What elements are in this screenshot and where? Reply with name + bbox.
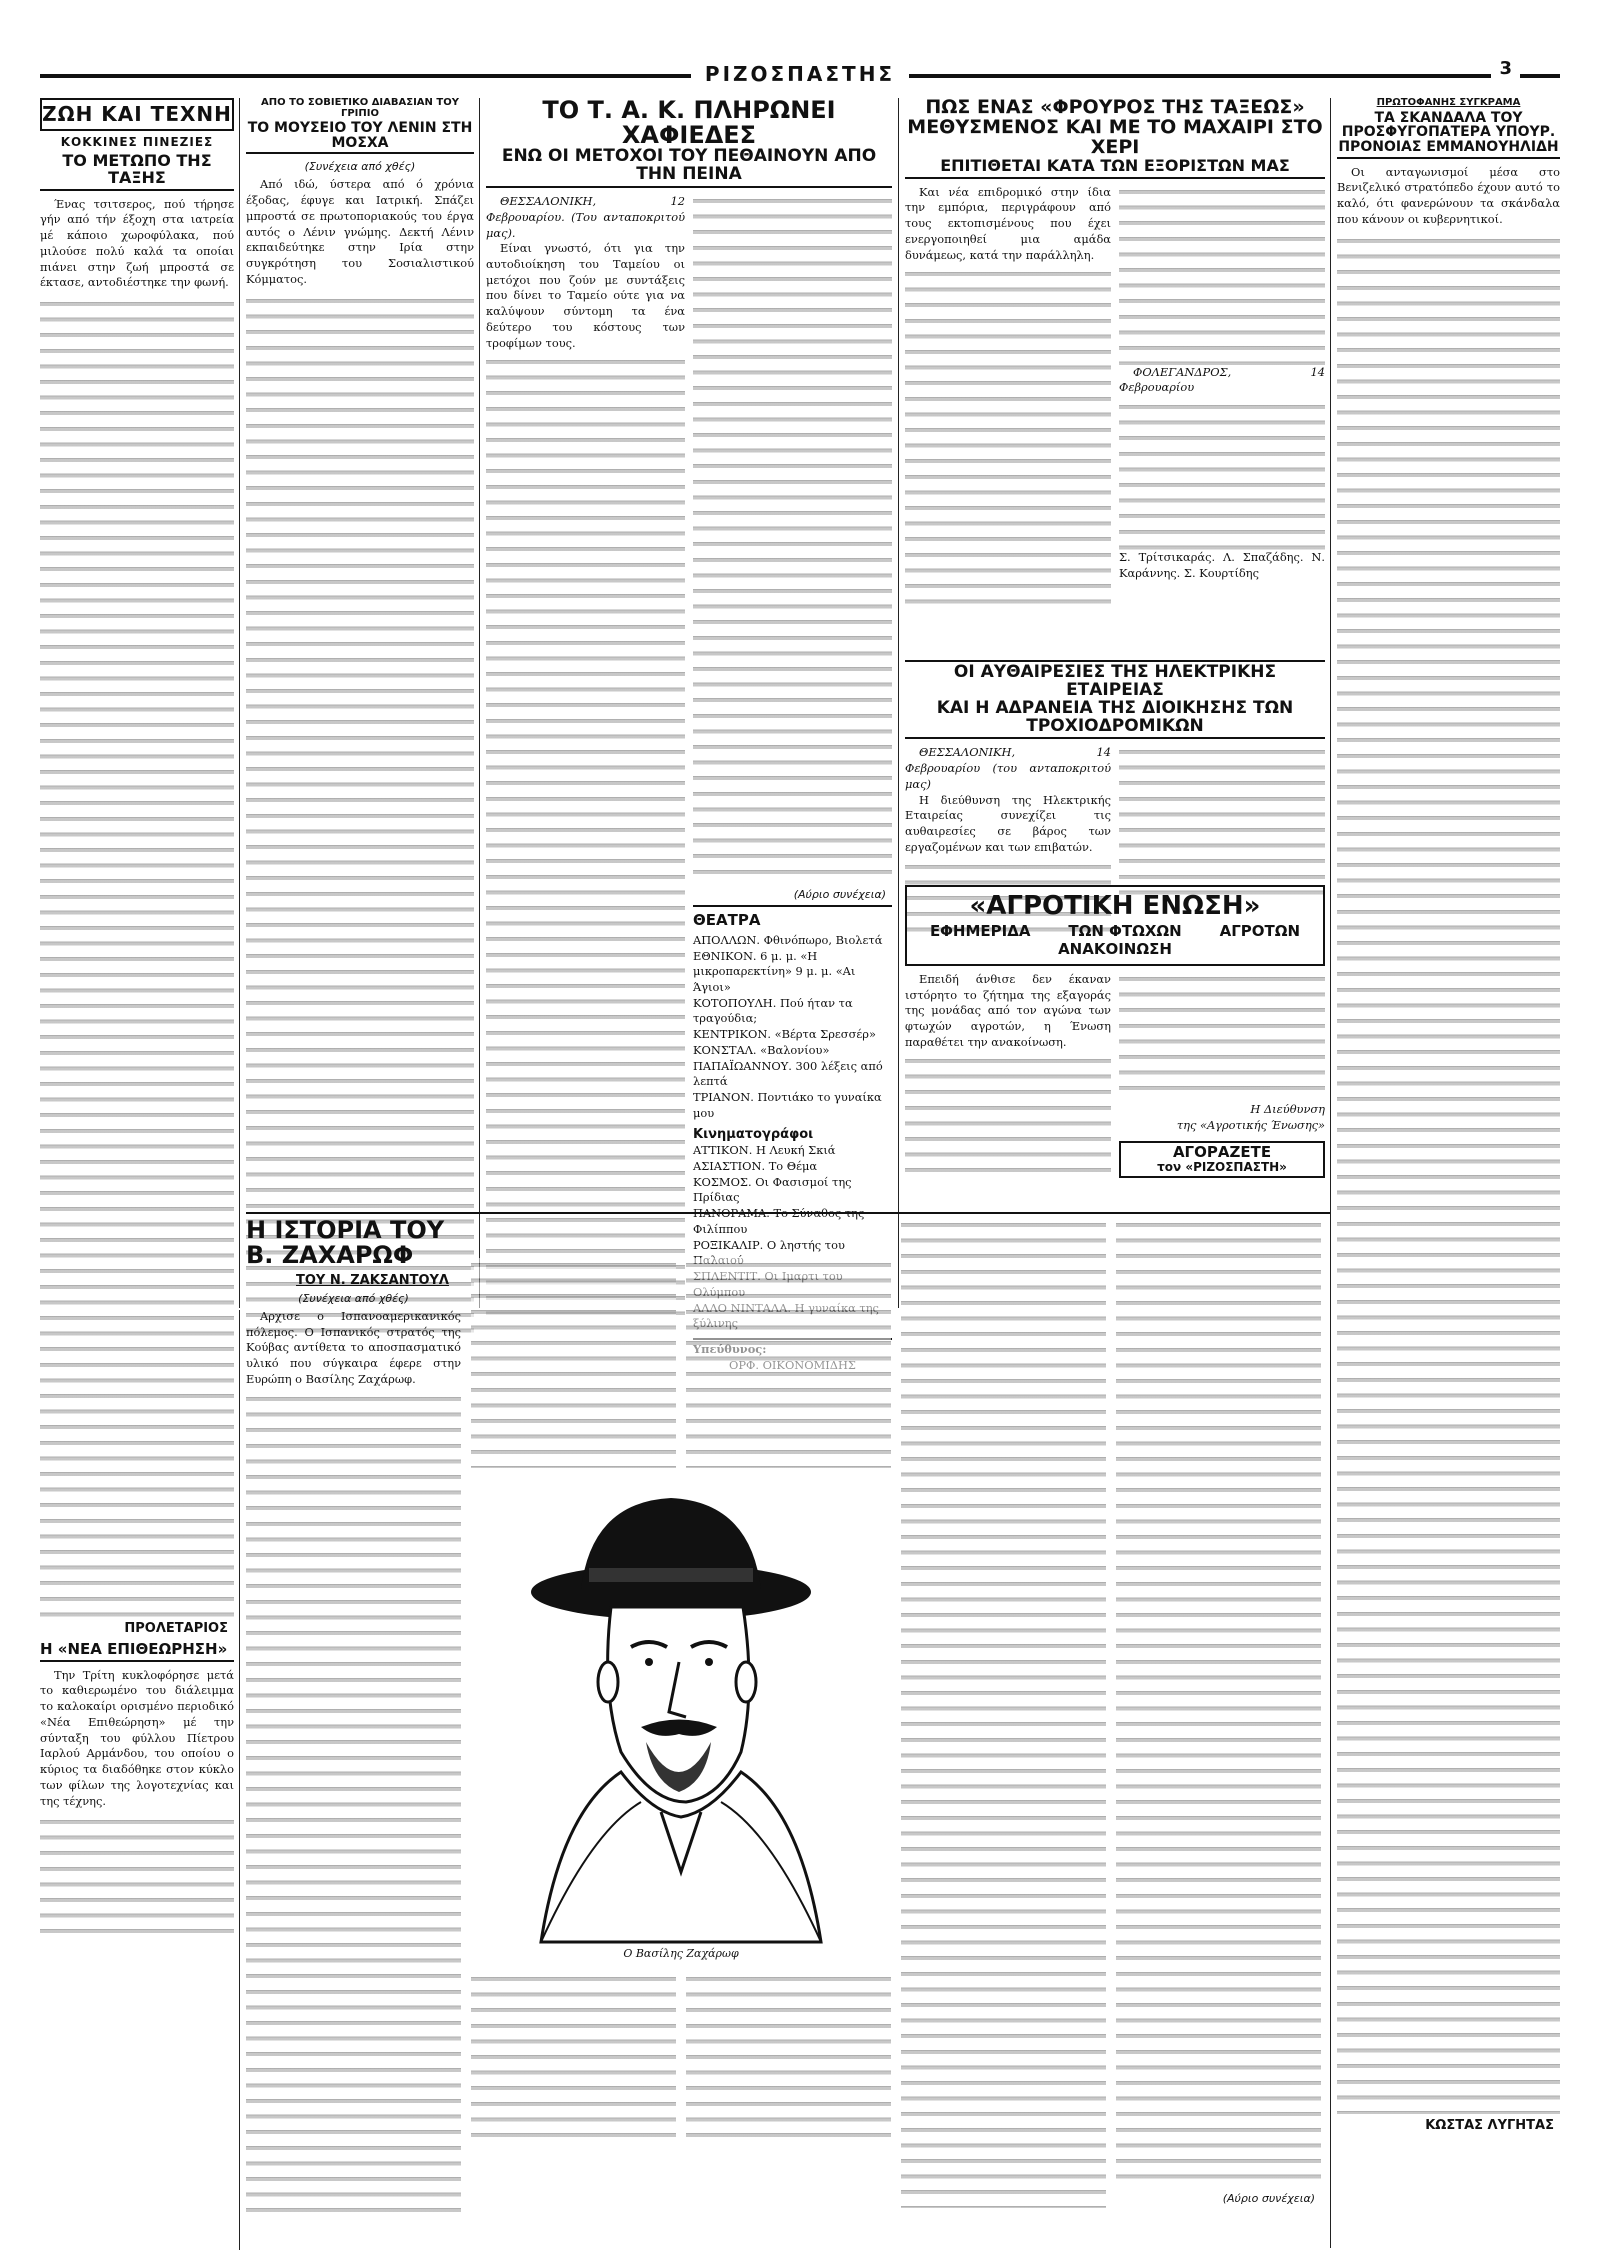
section-title: ΖΩΗ ΚΑΙ ΤΕΧΝΗ bbox=[42, 102, 232, 126]
theatre-entry: ΚΟΝΣΤΑΛ. «Βαλονίου» bbox=[693, 1042, 830, 1057]
theatre-entry: ΚΟΤΟΠΟΥΛΗ. Πού ήταν τα τραγούδια; bbox=[693, 995, 853, 1026]
article-signatories: Σ. Τρίτσικαράς. Λ. Σπαζάδης. Ν. Καράννης. Σ. Κουρτίδης bbox=[1119, 550, 1325, 580]
article-kicker: ΠΡΩΤΟΦΑΝΗΣ ΣΥΓΚΡΑΜΑ bbox=[1376, 97, 1521, 108]
zaharof-body-text bbox=[471, 1258, 676, 1468]
second-article-body bbox=[40, 1815, 234, 1935]
portrait-drawing bbox=[471, 1472, 891, 1942]
article-continuation: (Αύριο συνέχεια) bbox=[793, 888, 886, 902]
column-rule bbox=[479, 98, 480, 1308]
continuation-note: (Συνέχεια από χθές) bbox=[298, 1292, 409, 1306]
column-emmanouilidis-scandals bbox=[1337, 98, 1560, 2258]
continuation-note: (Συνέχεια από χθές) bbox=[304, 160, 416, 174]
cinema-entry: ΚΟΣΜΟΣ. Οι Φασισμοί της Πρίδιας bbox=[693, 1174, 852, 1205]
masthead bbox=[40, 58, 1560, 88]
agrotiki-signature: της «Αγροτικής Ένωσης» bbox=[1176, 1117, 1325, 1132]
buy-rizospastis-box bbox=[1119, 1141, 1325, 1177]
headline-line-3: ΕΠΙΤΙΘΕΤΑΙ ΚΑΤΑ ΤΩΝ ΕΞΟΡΙΣΤΩΝ ΜΑΣ bbox=[905, 158, 1325, 179]
buy-box-line-2: τον «ΡΙΖΟΣΠΑΣΤΗ» bbox=[1157, 1160, 1287, 1175]
agrotiki-title: «ΑΓΡΟΤΙΚΗ ΕΝΩΣΗ» bbox=[969, 891, 1261, 921]
column-rule bbox=[239, 1310, 240, 2250]
agrotiki-enosi-announcement bbox=[905, 885, 1325, 1215]
article-kicker: ΑΠΟ ΤΟ ΣΟΒΙΕΤΙΚΟ ΔΙΑΒΑΣΙΑΝ ΤΟΥ ΓΡΙΠΙΟ bbox=[261, 97, 459, 119]
headline-line-1: ΠΩΣ ΕΝΑΣ «ΦΡΟΥΡΟΣ ΤΗΣ ΤΑΞΕΩΣ» bbox=[925, 96, 1305, 118]
headline-line-1: ΤΟ Τ. Α. Κ. ΠΛΗΡΩΝΕΙ ΧΑΦΙΕΔΕΣ bbox=[542, 96, 836, 150]
article-lead: Οι ανταγωνισμοί μέσα στο Βενιζελικό στρατόπεδο έχουν αυτό το καλό, ότι φανερώνουν τα σκάνδαλα που κάνουν οι κυβερνητικοί. bbox=[1337, 164, 1560, 226]
portrait-caption: Ο Βασίλης Ζαχάρωφ bbox=[623, 1947, 739, 1960]
article-dateline: ΘΕΣΣΑΛΟΝΙΚΗ, 14 Φεβρουαρίου (του ανταποκριτού μας) bbox=[905, 745, 1111, 791]
zaharof-continuation: (Αύριο συνέχεια) bbox=[1222, 2192, 1315, 2205]
second-article-lead: Την Τρίτη κυκλοφόρησε μετά το καθιερωμένο του διάλειμμα το καλοκαίρι ορισμένο περιοδικό «Νέα Επιθεώρηση» μέ την σύνταξη του φύλλου Πίετρου Ιαρλού Αρμάνδου, του οποίου ο κύριος τα διαδόθηκε στον κύκλο των φίλων της λογοτεχνίας και της τέχνης. bbox=[40, 1667, 234, 1808]
agrotiki-subtitle: ΕΦΗΜΕΡΙΔΑ bbox=[929, 922, 1031, 941]
article-body-text bbox=[40, 297, 234, 1617]
column-folegandros bbox=[905, 98, 1325, 658]
agrotiki-lead: Επειδή άνθισε δεν έκαναν ιστόρητο το ζήτημα της εξαγοράς της μονάδας από τον αγώνα των φτωχών αγροτών, η Ένωση παραθέτει την ανακοίνωση. bbox=[905, 971, 1111, 1049]
headline-line-2: ΚΑΙ Η ΑΔΡΑΝΕΙΑ ΤΗΣ ΔΙΟΙΚΗΣΗΣ ΤΩΝ ΤΡΟΧΙΟΔΡΟΜΙΚΩΝ bbox=[905, 700, 1325, 740]
column-rule bbox=[1330, 98, 1331, 2248]
zaharof-byline: ΤΟΥ Ν. ΖΑΚΣΑΝΤΟΥΛ bbox=[296, 1273, 449, 1289]
article-body-text bbox=[246, 294, 474, 1334]
headline-line-1: ΟΙ ΑΥΘΑΙΡΕΣΙΕΣ ΤΗΣ ΗΛΕΚΤΡΙΚΗΣ ΕΤΑΙΡΕΙΑΣ bbox=[953, 662, 1277, 700]
cinema-entry: ΑΣΙΑΣΤΙΟΝ. Το Θέμα bbox=[693, 1159, 818, 1173]
page-number: 3 bbox=[1491, 58, 1520, 79]
cinema-entry: ΠΑΝΟΡΑΜΑ. Το Σύναθος της Φιλίππου bbox=[693, 1206, 865, 1236]
section-banner bbox=[40, 98, 234, 131]
agrotiki-subtitle: ΤΩΝ ΦΤΩΧΩΝ bbox=[1068, 922, 1182, 941]
article-lead: Από ιδώ, ύστερα από ό χρόνια έξοδας, έφυγε και Ιατρική. Σπάζει μπροστά σε πρωτοποριακούς του έργα αυτός ο Λένιν γνώμης. Δεκτή Λένιν εκπαιδεύτηκε στην Ιρία στην συγκρότηση του Σοσιαλιστικού Κόμματος. bbox=[246, 177, 474, 286]
agrotiki-signature: Η Διεύθυνση bbox=[1250, 1101, 1325, 1116]
zaharof-body-text bbox=[246, 1392, 461, 2222]
article-body-text bbox=[1337, 234, 1560, 2114]
article-body-text-continued bbox=[1119, 185, 1325, 365]
theatre-entry: ΠΑΠΑΪΩΑΝΝΟΥ. 300 λέξεις από λεπτά bbox=[693, 1058, 883, 1089]
zaharof-body-text bbox=[471, 1972, 676, 2142]
article-body-text bbox=[486, 355, 685, 1315]
cinemas-title: Κινηματογράφοι bbox=[693, 1126, 814, 1142]
theatre-entry: ΑΠΟΛΛΩΝ. Φθινόπωρο, Βιολετά bbox=[693, 932, 883, 947]
article-signature: ΠΡΟΛΕΤΑΡΙΟΣ bbox=[124, 1621, 228, 1636]
article-headline: ΤΟ ΜΟΥΣΕΙΟ ΤΟΥ ΛΕΝΙΝ ΣΤΗ ΜΟΣΧΑ bbox=[246, 121, 474, 154]
second-article-headline: Η «ΝΕΑ ΕΠΙΘΕΩΡΗΣΗ» bbox=[40, 1642, 234, 1662]
zaharof-portrait bbox=[471, 1472, 891, 1972]
agrotiki-body-text bbox=[905, 1054, 1111, 1174]
agrotiki-body-text-continued bbox=[1119, 972, 1325, 1102]
article-lead: Είναι γνωστό, ότι για την αυτοδιοίκηση του Ταμείου οι μετόχοι που ζούν με συντάξεις που δίνει το Ταμείο ούτε για να καλύψουν σύντομη τα ένα δεύτερο του κόστους των τροφίμων τους. bbox=[486, 241, 685, 350]
agrotiki-banner bbox=[905, 885, 1325, 966]
agrotiki-announcement-label: ΑΝΑΚΟΙΝΩΣΗ bbox=[1058, 940, 1172, 959]
article-headline: ΤΑ ΣΚΑΝΔΑΛΑ ΤΟΥ ΠΡΟΣΦΥΓΟΠΑΤΕΡΑ ΥΠΟΥΡ. ΠΡΟΝΟΙΑΣ ΕΜΜΑΝΟΥΗΛΙΔΗ bbox=[1337, 111, 1560, 159]
column-rule bbox=[898, 98, 899, 1308]
article-dateline: ΘΕΣΣΑΛΟΝΙΚΗ, 12 Φεβρουαρίου. (Του ανταποκριτού μας). bbox=[486, 194, 685, 240]
article-lead: Η διεύθυνση της Ηλεκτρικής Εταιρείας συνεχίζει τις αυθαιρεσίες σε βάρος των εργαζομένων και των επιβατών. bbox=[905, 792, 1111, 854]
section-divider bbox=[246, 1212, 1330, 1214]
masthead-title: ΡΙΖΟΣΠΑΣΤΗΣ bbox=[691, 62, 909, 86]
zaharof-body-text bbox=[686, 1972, 891, 2142]
subsection-title: ΚΟΚΚΙΝΕΣ ΠΙΝΕΖΙΕΣ bbox=[60, 135, 214, 149]
cinema-entry: ΡΟΞΙΚΑΛΙΡ. Ο ληστής του bbox=[693, 1237, 845, 1252]
cinema-entry: ΑΤΤΙΚΟΝ. Η Λευκή Σκιά bbox=[693, 1143, 836, 1158]
article-lead: Ένας τσιτσερος, πού τήρησε γήν από τήν έξοχη στα ιατρεία μέ κάποιο χωροφύλακα, πού μιλούσε πολύ καλά τα οποίαι πιάνει στην ζωή μπροστά σε έκτασε, αντοδιέστηκε την φωνή. bbox=[40, 196, 234, 290]
article-body-text-continued bbox=[1119, 400, 1325, 550]
theatre-entry: ΕΘΝΙΚΟΝ. 6 μ. μ. «Η μικροπαρεκτίνη» 9 μ. μ. «Αι Άγιοι» bbox=[693, 948, 856, 995]
buy-box-line-1: ΑΓΟΡΑΖΕΤΕ bbox=[1172, 1143, 1272, 1162]
theatres-list bbox=[693, 933, 892, 1122]
column-lenin-museum bbox=[246, 98, 474, 1308]
column-zoi-kai-texni bbox=[40, 98, 234, 2258]
headline-line-2: ΜΕΘΥΣΜΕΝΟΣ ΚΑΙ ΜΕ ΤΟ ΜΑΧΑΙΡΙ ΣΤΟ ΧΕΡΙ bbox=[907, 115, 1323, 158]
article-body-text-continued bbox=[693, 194, 892, 884]
article-signature: ΚΩΣΤΑΣ ΛΥΓΗΤΑΣ bbox=[1425, 2117, 1554, 2133]
zaharof-lead: Αρχισε ο Ισπανοαμερικανικός πόλεμος. Ο Ισπανικός στρατός της Κούβας αντίθετα το αποσπασματικό υλικό που σύγκαιρα έφερε στην Ευρώπη ο Βασίλης Ζαχάρωφ. bbox=[246, 1309, 461, 1386]
article-lead: Και νέα επιδρομικό στην ίδια την εμπόρια, περιγράφουν από τους εκτοπισμένους που έχει ενεργοποιηθεί μια αμάδα δυνάμεως, κατά την παράλληλη. bbox=[905, 184, 1111, 262]
column-tak-article bbox=[486, 98, 892, 1308]
theatre-entry: ΤΡΙΑΝΟΝ. Ποντιάκο το γυναίκα μου bbox=[693, 1090, 882, 1120]
zaharof-headline: Η ΙΣΤΟΡΙΑ ΤΟΥ Β. ΖΑΧΑΡΩΦ bbox=[246, 1216, 445, 1270]
article-body-text bbox=[905, 267, 1111, 607]
theatre-entry: ΚΕΝΤΡΙΚΟΝ. «Βέρτα Σρεσσέρ» bbox=[693, 1027, 876, 1042]
column-rule bbox=[239, 98, 240, 1308]
zaharof-body-text bbox=[901, 1218, 1106, 2208]
article-body-text-continued bbox=[1119, 745, 1325, 895]
zaharof-story bbox=[246, 1218, 1326, 2258]
zaharof-body-text bbox=[686, 1258, 891, 1468]
article-dateline: ΦΟΛΕΓΑΝΔΡΟΣ, 14 Φεβρουαρίου bbox=[1119, 364, 1325, 395]
column-electric-company bbox=[905, 664, 1325, 870]
zaharof-body-text bbox=[1116, 1218, 1321, 2188]
headline-line-2: ΕΝΩ ΟΙ ΜΕΤΟΧΟΙ ΤΟΥ ΠΕΘΑΙΝΟΥΝ ΑΠΟ ΤΗΝ ΠΕΙΝΑ bbox=[486, 148, 892, 188]
agrotiki-subtitle: ΑΓΡΟΤΩΝ bbox=[1219, 922, 1301, 941]
article-headline: ΤΟ ΜΕΤΩΠΟ ΤΗΣ ΤΑΞΗΣ bbox=[40, 153, 234, 191]
theatres-title: ΘΕΑΤΡΑ bbox=[693, 911, 761, 930]
